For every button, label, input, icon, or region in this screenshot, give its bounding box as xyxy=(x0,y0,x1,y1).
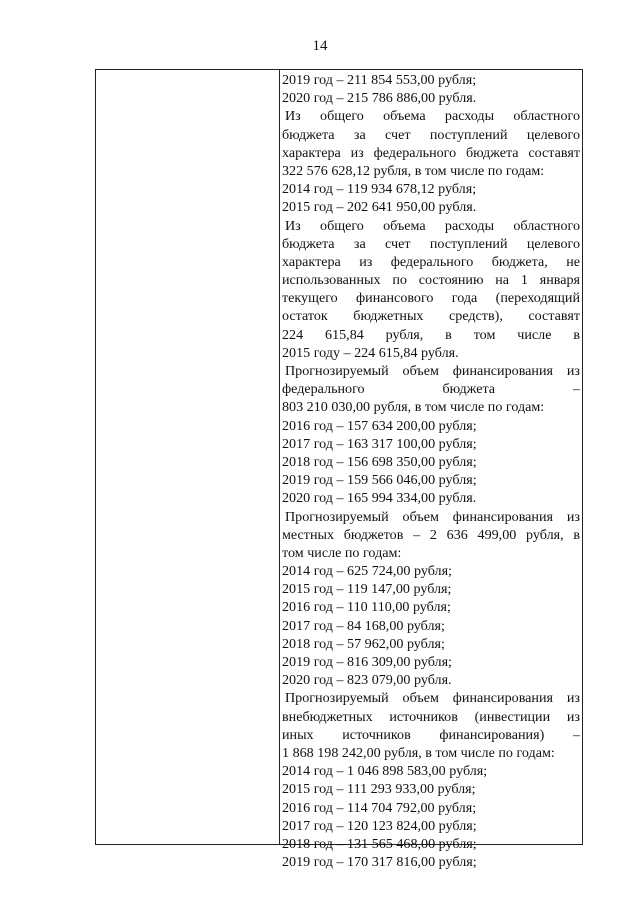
text-line: 2015 год – 202 641 950,00 рубля. xyxy=(282,199,477,216)
text-line: федерального бюджета – xyxy=(282,381,580,398)
text-line: 2018 год – 156 698 350,00 рубля; xyxy=(282,453,477,470)
document-table xyxy=(95,69,583,871)
text-line: характера из федерального бюджета составят xyxy=(282,144,580,161)
text-line: использованных по состоянию на 1 января xyxy=(282,272,580,289)
text-line: Из общего объема расходы областного xyxy=(285,217,580,234)
text-line: 2017 год – 163 317 100,00 рубля; xyxy=(282,435,477,452)
text-line: 2018 год – 57 962,00 рубля; xyxy=(282,635,445,652)
text-line: 2020 год – 823 079,00 рубля. xyxy=(282,672,452,689)
text-line: иных источников финансирования) – xyxy=(282,726,580,743)
text-line: остаток бюджетных средств), составят xyxy=(282,308,580,325)
text-line: внебюджетных источников (инвестиции из xyxy=(282,708,580,725)
text-line: 224 615,84 рубля, в том числе в xyxy=(282,326,580,343)
text-line: Прогнозируемый объем финансирования из xyxy=(285,508,580,525)
text-line: 2019 год – 170 317 816,00 рубля; xyxy=(282,854,477,871)
text-line: 2017 год – 120 123 824,00 рубля; xyxy=(282,817,477,834)
text-line: 2016 год – 114 704 792,00 рубля; xyxy=(282,799,477,816)
text-line: 2015 году – 224 615,84 рубля. xyxy=(282,344,459,361)
text-line: 1 868 198 242,00 рубля, в том числе по годам: xyxy=(282,744,555,761)
text-line: 2014 год – 119 934 678,12 рубля; xyxy=(282,181,477,198)
text-line: 2018 год – 131 565 468,00 рубля; xyxy=(282,835,477,852)
text-line: том числе по годам: xyxy=(282,544,402,561)
text-line: 803 210 030,00 рубля, в том числе по годам: xyxy=(282,399,545,416)
text-line: 2019 год – 816 309,00 рубля; xyxy=(282,654,452,670)
text-line: 322 576 628,12 рубля, в том числе по годам: xyxy=(282,162,545,179)
text-line: Прогнозируемый объем финансирования из xyxy=(285,690,580,707)
table-right-cell xyxy=(280,70,582,871)
text-line: текущего финансового года (переходящий xyxy=(282,290,580,307)
text-line: Прогнозируемый объем финансирования из xyxy=(285,363,580,379)
page-number: 14 xyxy=(312,38,328,54)
text-line: 2016 год – 110 110,00 рубля; xyxy=(282,599,451,616)
text-line: местных бюджетов – 2 636 499,00 рубля, в xyxy=(282,526,580,543)
text-line: 2014 год – 625 724,00 рубля; xyxy=(282,563,452,580)
text-line: 2015 год – 111 293 933,00 рубля; xyxy=(282,781,476,798)
text-line: 2016 год – 157 634 200,00 рубля; xyxy=(282,417,477,434)
text-line: 2020 год – 165 994 334,00 рубля. xyxy=(282,490,477,507)
text-line: 2015 год – 119 147,00 рубля; xyxy=(282,581,452,598)
text-line: характера из федерального бюджета, не xyxy=(282,253,580,270)
table-left-cell xyxy=(96,70,280,844)
text-line: бюджета за счет поступлений целевого xyxy=(282,126,580,143)
text-line: 2020 год – 215 786 886,00 рубля. xyxy=(282,90,477,107)
text-line: 2017 год – 84 168,00 рубля; xyxy=(282,617,445,634)
text-line: 2019 год – 159 566 046,00 рубля; xyxy=(282,472,477,489)
text-line: 2014 год – 1 046 898 583,00 рубля; xyxy=(282,763,488,780)
text-line: Из общего объема расходы областного xyxy=(285,108,580,125)
text-line: бюджета за счет поступлений целевого xyxy=(282,235,580,252)
text-line: 2019 год – 211 854 553,00 рубля; xyxy=(282,72,477,88)
